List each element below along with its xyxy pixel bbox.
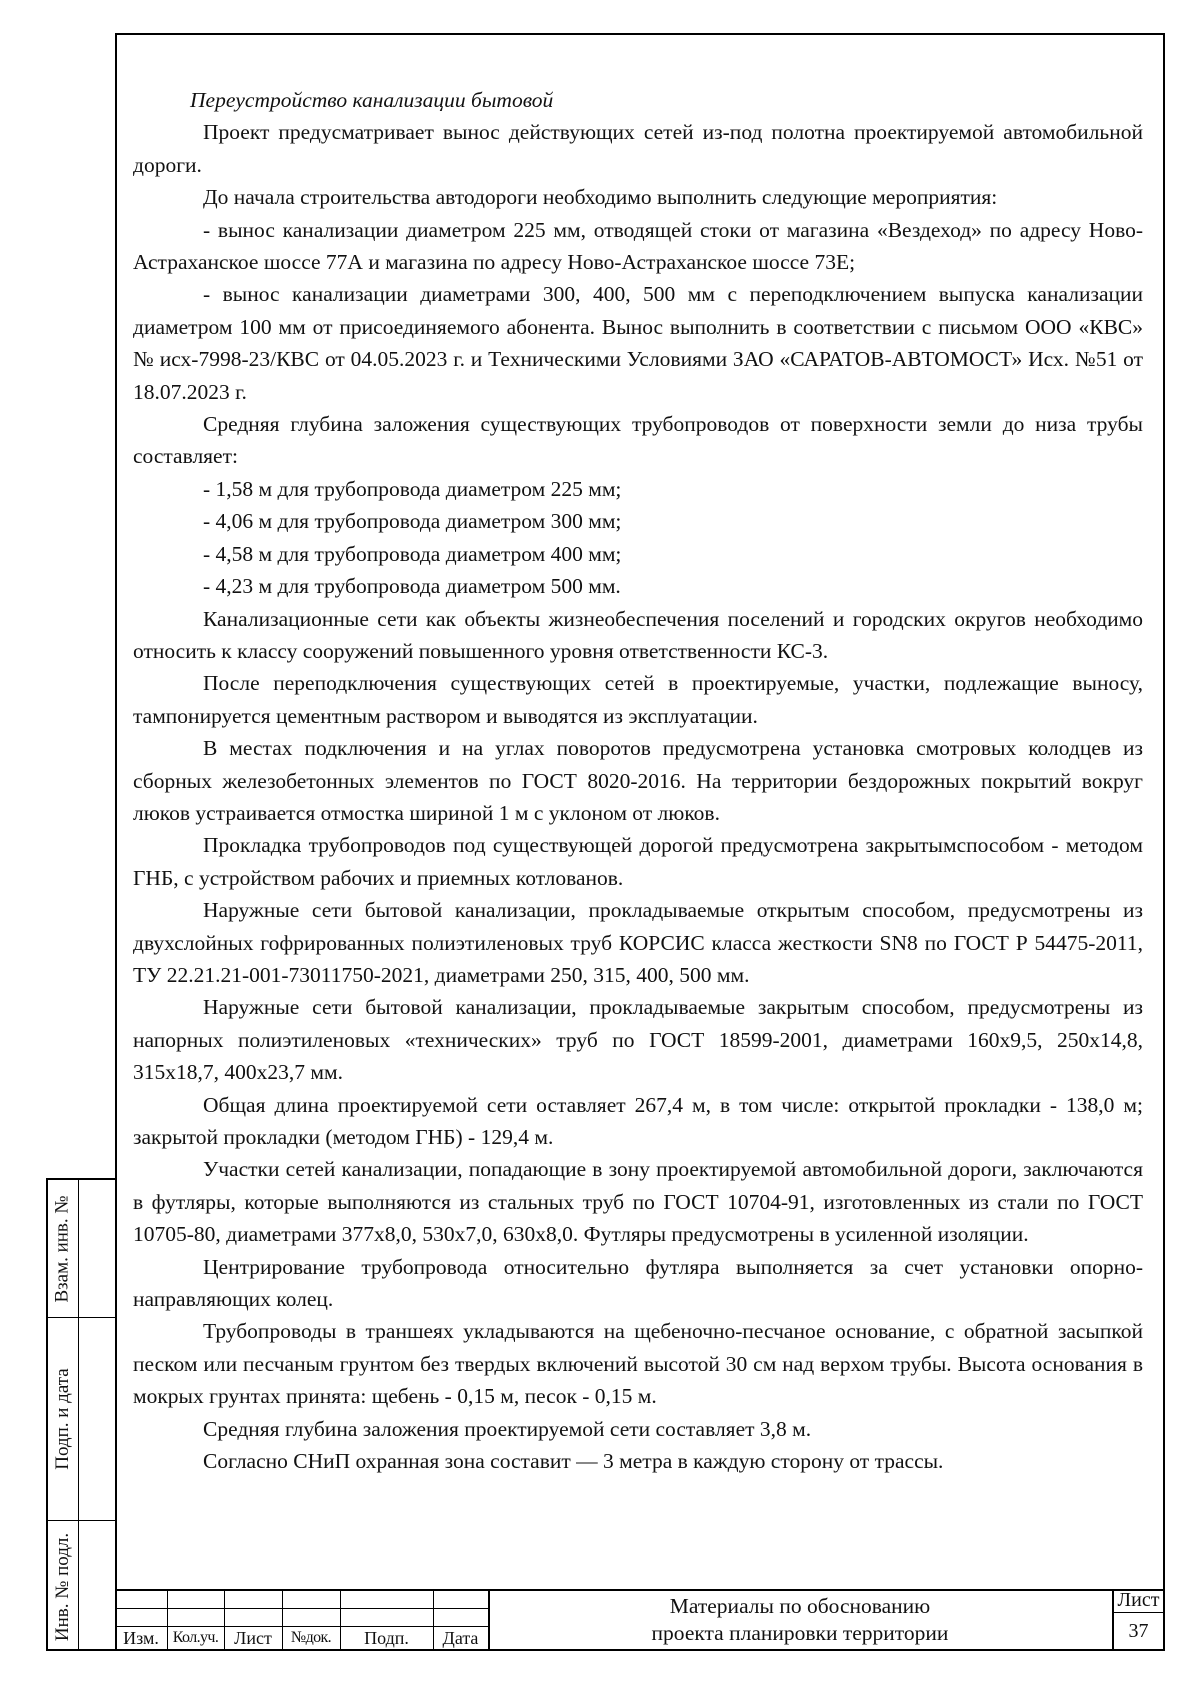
paragraph: Канализационные сети как объекты жизнеобеспечения поселений и городских округов необходимо относить к классу сооружений повышенного уровня ответственности КС-3. [133, 606, 1143, 663]
list-item: - 4,23 м для трубопровода диаметром 500 мм. [203, 574, 621, 599]
vzam-inv-label: Взам. инв. № [52, 1194, 74, 1303]
sheet-label: Лист [1117, 1589, 1160, 1611]
paragraph: После переподключения существующих сетей в проектируемые, участки, подлежащие выносу, тампонируется цементным раствором и выводятся из эксплуатации. [133, 671, 1143, 728]
paragraph: В местах подключения и на углах поворотов предусмотрена установка смотровых колодцев из сборных железобетонных элементов по ГОСТ 8020-2016. На территории бездорожных покрытий вокруг люков устраивается отмостка шириной 1 м с уклоном от люков. [133, 736, 1143, 825]
col-list: Лист [234, 1627, 272, 1648]
paragraph: Наружные сети бытовой канализации, прокладываемые закрытым способом, предусмотрены из напорных полиэтиленовых «технических» труб по ГОСТ 18599-2001, диаметрами 160х9,5, 250х14,8, 315х18,7, 400х23,7 мм. [133, 995, 1143, 1085]
paragraph: Участки сетей канализации, попадающие в зону проектируемой автомобильной дороги, заключаются в футляры, которые выполняются из стальных труб по ГОСТ 10704-91, изготовленных из стали по ГОСТ 10705-80, диаметрами 377х8,0, 530х7,0, 630х8,0. Футляры предусмотрены в усиленной изоляции. [133, 1157, 1143, 1247]
paragraph: - вынос канализации диаметром 225 мм, отводящей стоки от магазина «Вездеход» по адресу Ново-Астраханское шоссе 77А и магазина по адресу Ново-Астраханское шоссе 73Е; [133, 217, 1143, 275]
list-item: - 4,06 м для трубопровода диаметром 300 мм; [203, 509, 622, 534]
col-data: Дата [442, 1627, 479, 1648]
document-body [133, 84, 1143, 1477]
col-koluch: Кол.уч. [172, 1629, 219, 1646]
paragraph: Центрирование трубопровода относительно футляра выполняется за счет установки опорно-направляющих колец. [133, 1254, 1143, 1312]
document-title-line-2: проекта планировки территории [651, 1621, 949, 1645]
paragraph: Средняя глубина заложения существующих трубопроводов от поверхности земли до низа трубы составляет: [133, 412, 1143, 469]
section-heading: Переустройство канализации бытовой [190, 88, 554, 112]
paragraph: До начала строительства автодороги необходимо выполнить следующие мероприятия: [203, 185, 998, 210]
list-item: - 4,58 м для трубопровода диаметром 400 мм; [203, 541, 622, 566]
paragraph: Проект предусматривает вынос действующих сетей из-под полотна проектируемой автомобильной дороги. [133, 120, 1143, 177]
side-stamp [46, 1178, 115, 1651]
col-ndok: №док. [290, 1629, 332, 1646]
podp-data-label: Подп. и дата [52, 1367, 74, 1470]
list-item: - 1,58 м для трубопровода диаметром 225 мм; [203, 476, 622, 501]
paragraph: Согласно СНиП охранная зона составит — 3 метра в каждую сторону от трассы. [203, 1449, 944, 1474]
paragraph: Средняя глубина заложения проектируемой сети составляет 3,8 м. [203, 1416, 812, 1441]
paragraph: Прокладка трубопроводов под существующей дорогой предусмотрена закрытымспособом - методом ГНБ, с устройством рабочих и приемных котлованов. [133, 833, 1143, 890]
document-title [488, 1589, 1112, 1651]
paragraph: Наружные сети бытовой канализации, прокладываемые открытым способом, предусмотрены из двухслойных гофрированных полиэтиленовых труб КОРСИС класса жесткости SN8 по ГОСТ Р 54475-2011, ТУ 22.21.21-001-73011750-2021, диаметрами 250, 315, 400, 500 мм. [133, 898, 1143, 987]
document-title-line-1: Материалы по обоснованию [669, 1594, 931, 1618]
paragraph: - вынос канализации диаметрами 300, 400, 500 мм с переподключением выпуска канализации диаметром 100 мм от присоединяемого абонента. Вынос выполнить в соответствии с письмом ООО «КВС» № исх-7998-23/КВС от 04.05.2023 г. и Техническими Условиями ЗАО «САРАТОВ-АВТОМОСТ» Исх. №51 от 18.07.2023 г. [133, 282, 1143, 404]
col-izm: Изм. [123, 1627, 159, 1648]
sheet-number: 37 [1128, 1620, 1149, 1642]
title-block [115, 1589, 1165, 1651]
paragraph: Общая длина проектируемой сети оставляет 267,4 м, в том числе: открытой прокладки - 138,0 м; закрытой прокладки (методом ГНБ) - 129,4 м. [133, 1092, 1143, 1149]
paragraph: Трубопроводы в траншеях укладываются на щебеночно-песчаное основание, с обратной засыпкой песком или песчаным грунтом без твердых включений высотой 30 см над верхом трубы. Высота основания в мокрых грунтах принята: щебень - 0,15 м, песок - 0,15 м. [133, 1319, 1143, 1409]
col-podp: Подп. [364, 1627, 409, 1648]
inv-podl-label: Инв. № подл. [52, 1532, 74, 1641]
